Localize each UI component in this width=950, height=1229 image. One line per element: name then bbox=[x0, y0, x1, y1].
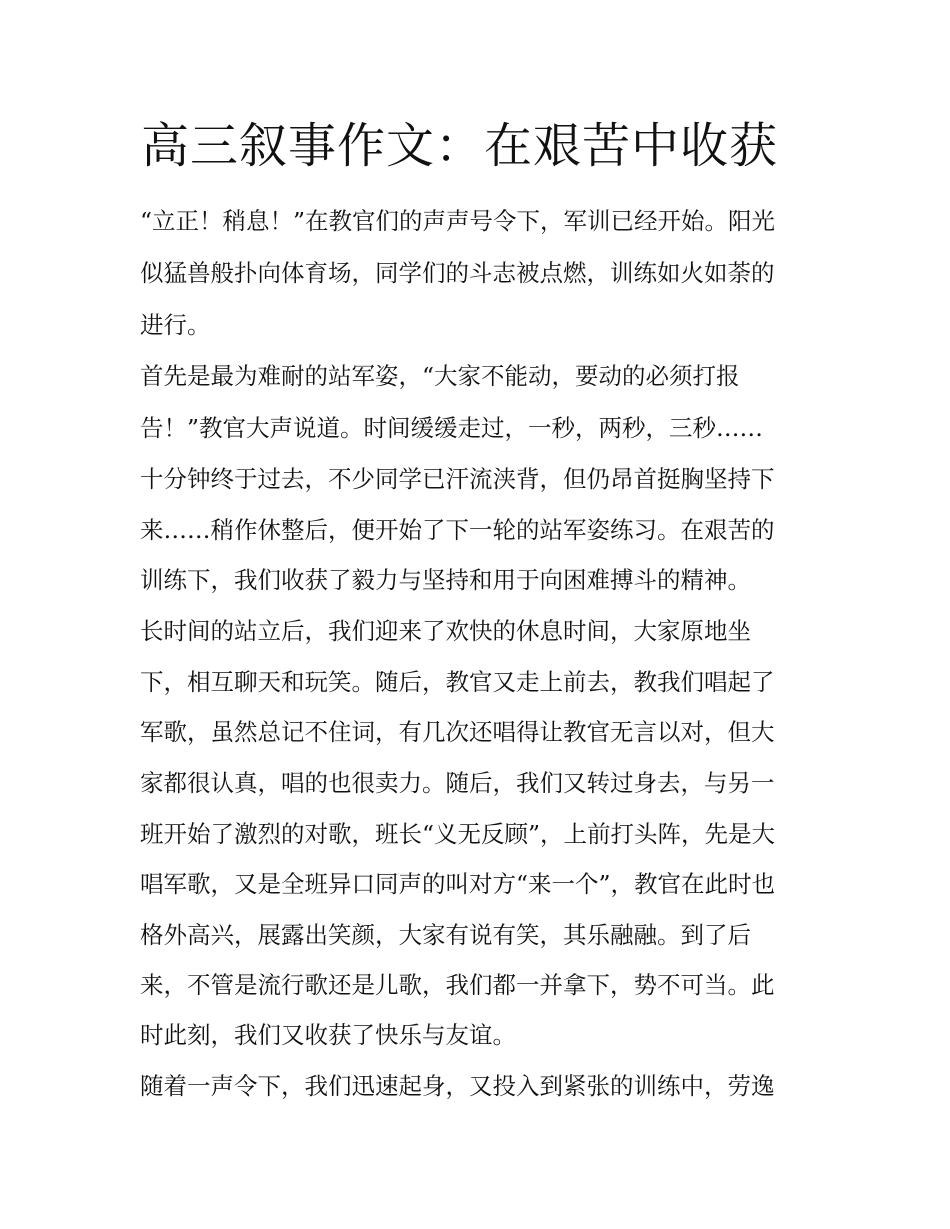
text-line: 唱军歌，又是全班异口同声的叫对方“来一个”，教官在此时也 bbox=[140, 870, 776, 898]
text-line: 军歌，虽然总记不住词，有几次还唱得让教官无言以对，但大 bbox=[140, 718, 775, 746]
text-line: 告！”教官大声说道。时间缓缓走过，一秒，两秒，三秒…… bbox=[140, 414, 764, 442]
text-line: 家都很认真，唱的也很卖力。随后，我们又转过身去，与另一 bbox=[140, 769, 775, 797]
text-line: 来，不管是流行歌还是儿歌，我们都一并拿下，势不可当。此 bbox=[140, 971, 775, 999]
text-line: 班开始了激烈的对歌，班长“义无反顾”，上前打头阵，先是大 bbox=[140, 820, 776, 848]
text-line: 进行。 bbox=[140, 311, 211, 339]
text-line: 训练下，我们收获了毅力与坚持和用于向困难搏斗的精神。 bbox=[140, 566, 751, 594]
text-line: 格外高兴，展露出笑颜，大家有说有笑，其乐融融。到了后 bbox=[140, 921, 751, 949]
text-line: 首先是最为难耐的站军姿，“大家不能动，要动的必须打报 bbox=[140, 362, 740, 390]
text-line: 长时间的站立后，我们迎来了欢快的休息时间，大家原地坐 bbox=[140, 617, 751, 645]
text-line: 时此刻，我们又收获了快乐与友谊。 bbox=[140, 1021, 516, 1049]
text-line: 下，相互聊天和玩笑。随后，教官又走上前去，教我们唱起了 bbox=[140, 668, 775, 696]
text-line: “立正！稍息！”在教官们的声声号令下，军训已经开始。阳光 bbox=[140, 207, 776, 235]
text-line: 随着一声令下，我们迅速起身，又投入到紧张的训练中，劳逸 bbox=[140, 1072, 775, 1100]
page-title: 高三叙事作文：在艰苦中收获 bbox=[141, 118, 779, 174]
text-line: 来……稍作休整后，便开始了下一轮的站军姿练习。在艰苦的 bbox=[140, 516, 775, 544]
text-line: 十分钟终于过去，不少同学已汗流浃背，但仍昂首挺胸坚持下 bbox=[140, 465, 775, 493]
text-line: 似猛兽般扑向体育场，同学们的斗志被点燃，训练如火如荼的 bbox=[140, 259, 775, 287]
